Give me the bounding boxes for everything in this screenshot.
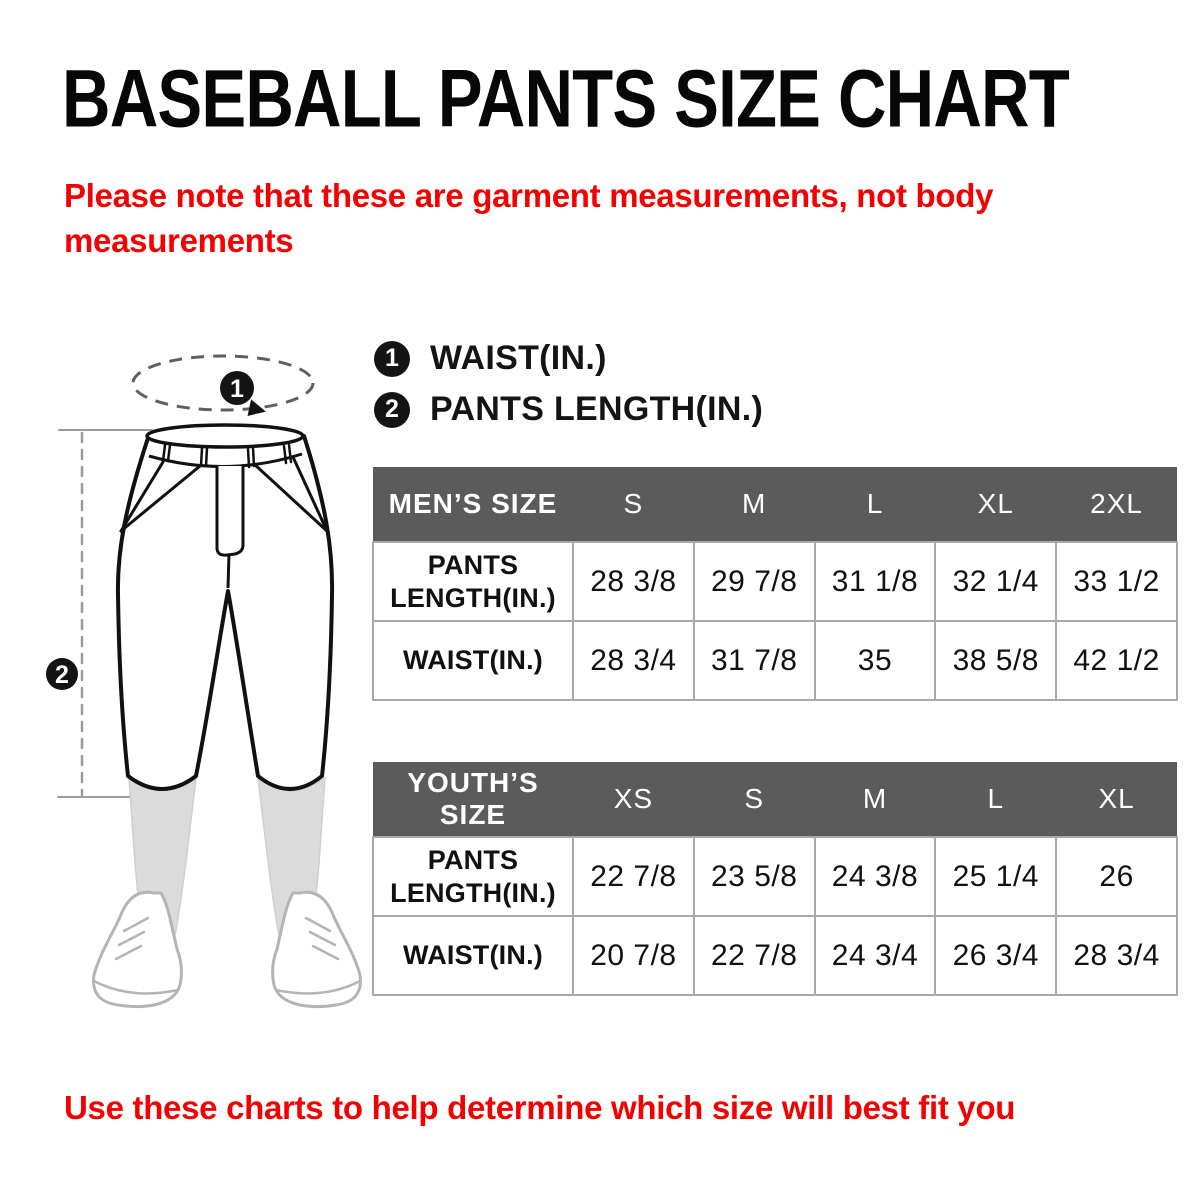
size-value: 28 3/4 [573, 621, 694, 700]
length-marker [46, 658, 78, 690]
left-sock-and-shoe [94, 778, 197, 1007]
pants-diagram [30, 335, 375, 1025]
note-fit-guidance: Use these charts to help determine which size will best fit you [64, 1089, 1016, 1126]
row-label: PANTS LENGTH(IN.) [373, 837, 573, 916]
size-value: 32 1/4 [935, 542, 1056, 621]
page-title: BASEBALL PANTS SIZE CHART [62, 53, 1069, 144]
size-value: 33 1/2 [1056, 542, 1177, 621]
waist-measure-annotation [133, 356, 313, 419]
measurement-legend [374, 339, 763, 429]
legend-label: PANTS LENGTH(IN.) [430, 390, 764, 428]
youths-size-table-slot [372, 762, 1178, 996]
center-seam [228, 553, 229, 588]
note-garment-measurements: Please note that these are garment measurements, not body measurements [64, 177, 994, 259]
marker-1-number: 1 [230, 375, 244, 403]
size-col-header-xs: XS [573, 762, 694, 837]
size-value: 25 1/4 [935, 837, 1056, 916]
mens-size-table-slot [372, 467, 1178, 701]
size-col-header-xl: XL [1056, 762, 1177, 837]
size-value: 29 7/8 [694, 542, 815, 621]
size-value: 20 7/8 [573, 916, 694, 995]
size-value: 22 7/8 [573, 837, 694, 916]
men-s-size-title: MEN’S SIZE [373, 467, 573, 542]
men-s-size-table [372, 467, 1178, 701]
size-value: 31 1/8 [815, 542, 936, 621]
row-label: WAIST(IN.) [373, 916, 573, 995]
size-value: 42 1/2 [1056, 621, 1177, 700]
fly-placket [217, 466, 243, 555]
marker-2-number: 2 [55, 661, 69, 689]
size-value: 22 7/8 [694, 916, 815, 995]
row-label: PANTS LENGTH(IN.) [373, 542, 573, 621]
size-col-header-xl: XL [935, 467, 1056, 542]
size-col-header-l: L [935, 762, 1056, 837]
size-value: 35 [815, 621, 936, 700]
size-value: 38 5/8 [935, 621, 1056, 700]
pants-diagram-svg [30, 335, 375, 1025]
shoe [94, 892, 182, 1006]
youth-s-size-title: YOUTH’S SIZE [373, 762, 573, 837]
table-row [373, 837, 1177, 916]
table-row [373, 916, 1177, 995]
size-value: 24 3/4 [815, 916, 936, 995]
legend-item-1 [374, 339, 763, 378]
legend-item-2 [374, 390, 763, 429]
table-row [373, 621, 1177, 700]
size-col-header-s: S [573, 467, 694, 542]
size-col-header-m: M [815, 762, 936, 837]
size-col-header-l: L [815, 467, 936, 542]
size-value: 26 3/4 [935, 916, 1056, 995]
size-value: 31 7/8 [694, 621, 815, 700]
size-value: 26 [1056, 837, 1177, 916]
size-col-header-s: S [694, 762, 815, 837]
size-value: 24 3/8 [815, 837, 936, 916]
row-label: WAIST(IN.) [373, 621, 573, 700]
size-value: 28 3/8 [573, 542, 694, 621]
waist-arrow [248, 399, 268, 419]
legend-label: WAIST(IN.) [430, 339, 607, 377]
legend-marker-2: 2 [374, 392, 410, 428]
socks-and-shoes [94, 778, 361, 1007]
waistband-top [147, 425, 303, 447]
size-col-header-2xl: 2XL [1056, 467, 1177, 542]
right-sock-and-shoe [258, 778, 361, 1007]
table-row [373, 542, 1177, 621]
size-value: 28 3/4 [1056, 916, 1177, 995]
size-value: 23 5/8 [694, 837, 815, 916]
legend-marker-1: 1 [374, 341, 410, 377]
pants-drawing [118, 425, 332, 789]
youth-s-size-table [372, 762, 1178, 996]
size-col-header-m: M [694, 467, 815, 542]
